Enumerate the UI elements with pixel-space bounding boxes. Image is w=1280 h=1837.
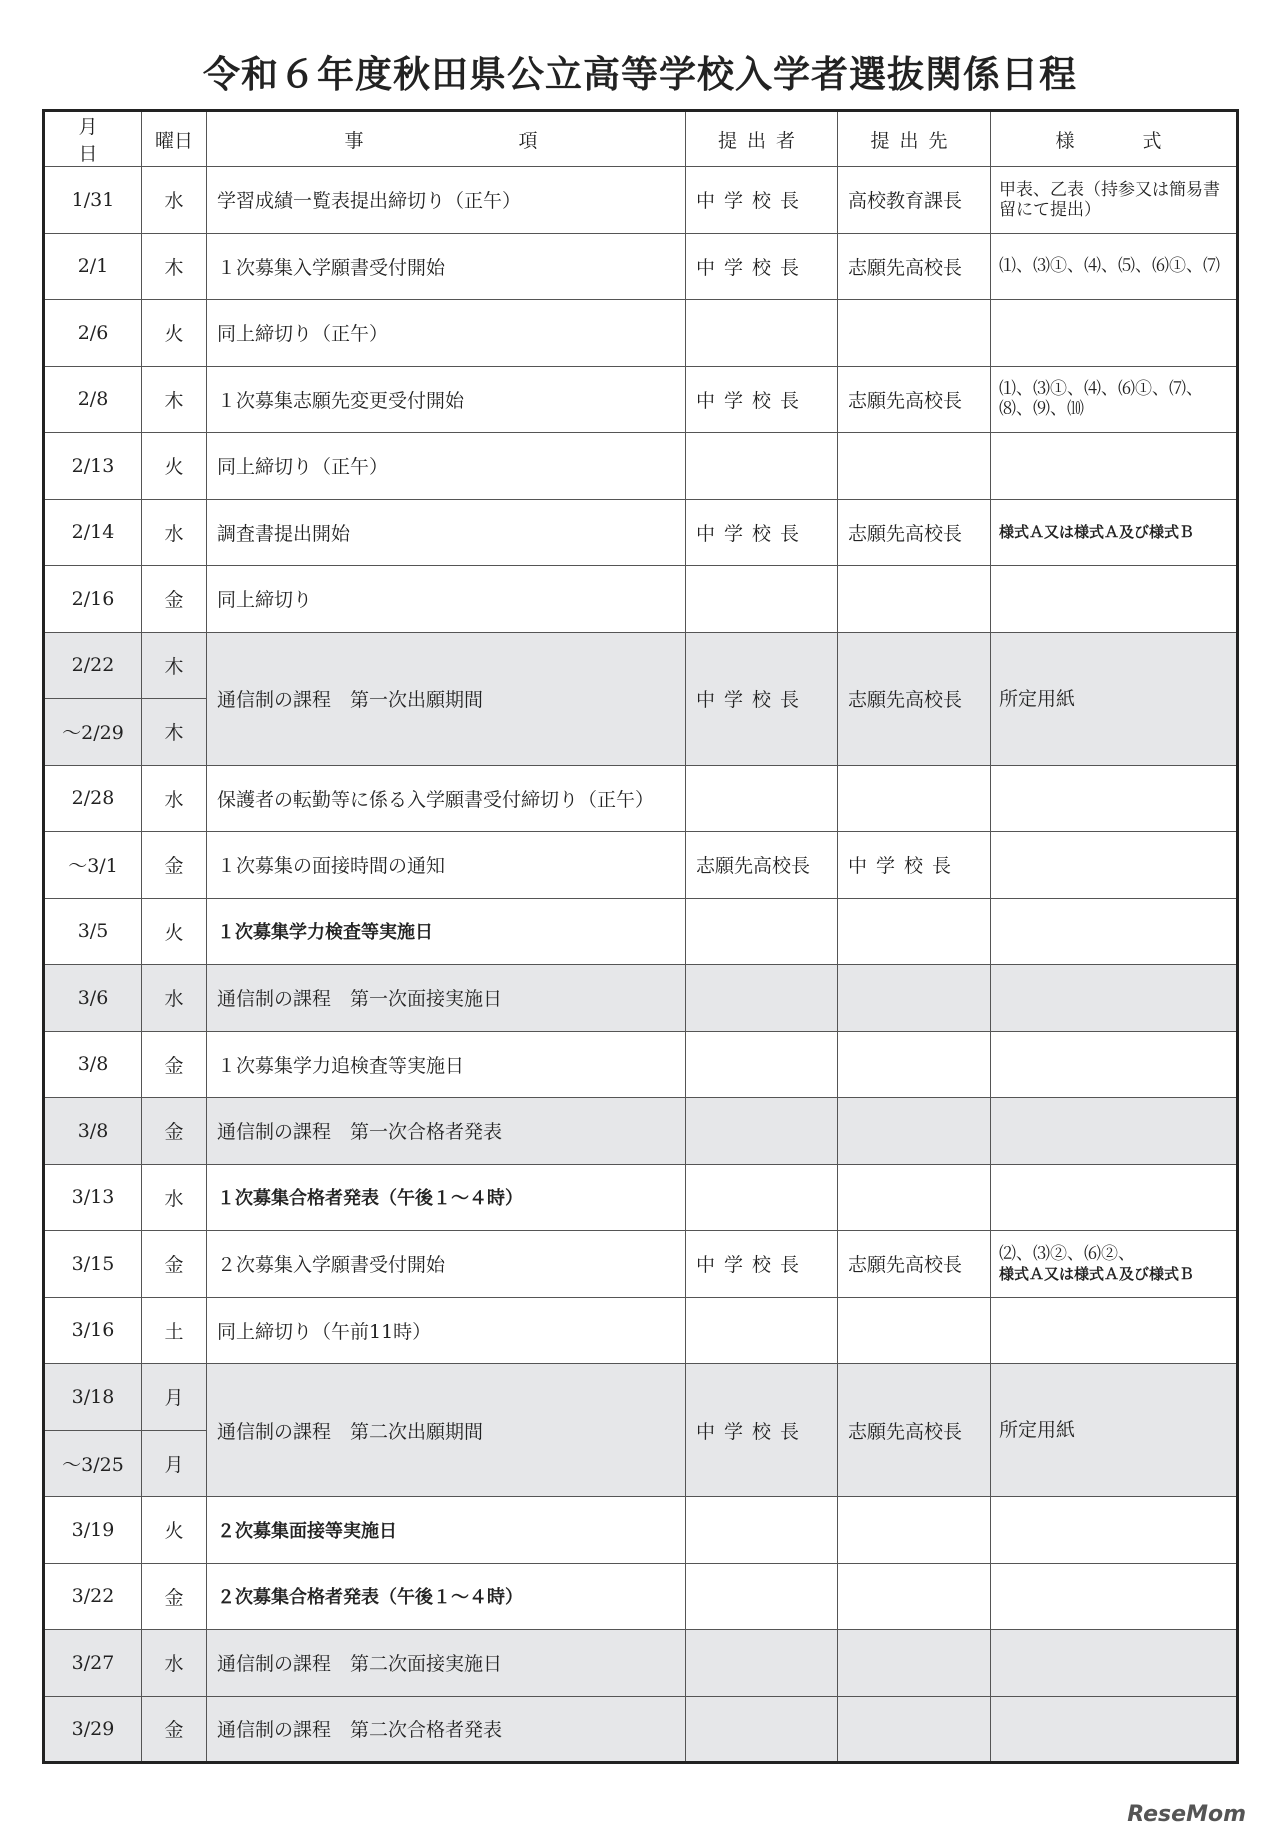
form-cell	[991, 366, 1238, 433]
form-cell	[991, 965, 1238, 1032]
weekday-cell: 水	[142, 965, 207, 1032]
weekday-cell: 水	[142, 765, 207, 832]
weekday-cell: 水	[142, 167, 207, 234]
date-cell: 1/31	[44, 167, 142, 234]
submitter-cell	[686, 433, 838, 500]
table-row	[44, 366, 1238, 433]
table-row	[44, 1098, 1238, 1165]
submitter-cell: 中学校長	[686, 632, 838, 765]
submitter-cell: 中学校長	[686, 1231, 838, 1298]
table-row	[44, 965, 1238, 1032]
weekday-cell: 金	[142, 1696, 207, 1763]
item-cell: ２次募集面接等実施日	[207, 1497, 686, 1564]
submitter-cell	[686, 1696, 838, 1763]
recipient-cell	[838, 1164, 991, 1231]
item-cell: １次募集志願先変更受付開始	[207, 366, 686, 433]
recipient-cell	[838, 566, 991, 633]
weekday-cell: 水	[142, 1630, 207, 1697]
form-cell	[991, 566, 1238, 633]
weekday-cell: 土	[142, 1297, 207, 1364]
submitter-cell: 中学校長	[686, 366, 838, 433]
item-cell: 通信制の課程 第一次面接実施日	[207, 965, 686, 1032]
weekday-cell: 木	[142, 233, 207, 300]
recipient-cell: 志願先高校長	[838, 499, 991, 566]
recipient-cell	[838, 1297, 991, 1364]
date-cell: 3/22	[44, 1563, 142, 1630]
submitter-cell	[686, 1031, 838, 1098]
form-cell	[991, 167, 1238, 234]
item-cell: 通信制の課程 第二次出願期間	[207, 1364, 686, 1497]
date-cell: 2/16	[44, 566, 142, 633]
submitter-cell: 中学校長	[686, 233, 838, 300]
table-row	[44, 433, 1238, 500]
date-cell: 2/14	[44, 499, 142, 566]
submitter-cell	[686, 898, 838, 965]
date-cell: 3/18	[44, 1364, 142, 1431]
item-cell: 保護者の転勤等に係る入学願書受付締切り（正午）	[207, 765, 686, 832]
recipient-cell	[838, 1563, 991, 1630]
item-cell: 同上締切り（正午）	[207, 433, 686, 500]
date-cell: 3/13	[44, 1164, 142, 1231]
submitter-cell	[686, 1630, 838, 1697]
recipient-cell: 志願先高校長	[838, 1231, 991, 1298]
date-cell: 2/1	[44, 233, 142, 300]
form-text: 様式Ａ又は様式Ａ及び様式Ｂ	[999, 523, 1195, 542]
table-row	[44, 499, 1238, 566]
item-cell: 通信制の課程 第一次出願期間	[207, 632, 686, 765]
recipient-cell: 志願先高校長	[838, 1364, 991, 1497]
weekday-cell: 木	[142, 366, 207, 433]
item-cell: 同上締切り（午前11時）	[207, 1297, 686, 1364]
form-cell	[991, 1630, 1238, 1697]
weekday-cell: 木	[142, 632, 207, 699]
form-text: 所定用紙	[999, 1419, 1076, 1441]
page-title: 令和６年度秋田県公立高等学校入学者選抜関係日程	[203, 52, 1077, 96]
recipient-cell: 高校教育課長	[838, 167, 991, 234]
submitter-cell	[686, 765, 838, 832]
submitter-cell: 中学校長	[686, 1364, 838, 1497]
date-cell: 3/19	[44, 1497, 142, 1564]
recipient-cell: 志願先高校長	[838, 632, 991, 765]
date-cell: ～2/29	[44, 699, 142, 766]
recipient-cell: 志願先高校長	[838, 233, 991, 300]
form-cell	[991, 1031, 1238, 1098]
form-cell	[991, 1696, 1238, 1763]
form-cell	[991, 233, 1238, 300]
form-text: 甲表、乙表（持参又は簡易書留にて提出）	[999, 179, 1220, 220]
weekday-cell: 金	[142, 1098, 207, 1165]
table-row	[44, 1164, 1238, 1231]
weekday-cell: 金	[142, 1031, 207, 1098]
date-cell: 2/13	[44, 433, 142, 500]
table-row	[44, 1563, 1238, 1630]
recipient-cell	[838, 1497, 991, 1564]
header-date: 月 日	[44, 111, 142, 167]
submitter-cell	[686, 1497, 838, 1564]
header-row	[44, 111, 1238, 167]
form-cell	[991, 1098, 1238, 1165]
submitter-cell	[686, 566, 838, 633]
date-cell: 3/15	[44, 1231, 142, 1298]
item-cell: 調査書提出開始	[207, 499, 686, 566]
item-cell: １次募集学力検査等実施日	[207, 898, 686, 965]
weekday-cell: 金	[142, 1563, 207, 1630]
item-cell: １次募集学力追検査等実施日	[207, 1031, 686, 1098]
form-cell	[991, 765, 1238, 832]
header-item: 事 項	[207, 111, 686, 167]
weekday-cell: 火	[142, 898, 207, 965]
form-cell	[991, 1164, 1238, 1231]
resemom-logo: ReseMom	[1127, 1802, 1246, 1827]
table-row	[44, 1497, 1238, 1564]
table-row	[44, 832, 1238, 899]
form-text: ⑴、⑶①、⑷、⑸、⑹①、⑺	[999, 256, 1220, 277]
submitter-cell	[686, 1164, 838, 1231]
item-cell: 同上締切り	[207, 566, 686, 633]
submitter-cell	[686, 965, 838, 1032]
item-cell: 同上締切り（正午）	[207, 300, 686, 367]
weekday-cell: 火	[142, 433, 207, 500]
table-row	[44, 1231, 1238, 1298]
item-cell: ２次募集入学願書受付開始	[207, 1231, 686, 1298]
weekday-cell: 水	[142, 1164, 207, 1231]
recipient-cell	[838, 1031, 991, 1098]
form-cell	[991, 1497, 1238, 1564]
weekday-cell: 水	[142, 499, 207, 566]
item-cell: 通信制の課程 第一次合格者発表	[207, 1098, 686, 1165]
item-cell: 通信制の課程 第二次面接実施日	[207, 1630, 686, 1697]
recipient-cell	[838, 1630, 991, 1697]
form-text: 所定用紙	[999, 687, 1076, 710]
form-cell	[991, 300, 1238, 367]
date-cell: 3/8	[44, 1098, 142, 1165]
table-row	[44, 1696, 1238, 1763]
table-row	[44, 1630, 1238, 1697]
table-row	[44, 1031, 1238, 1098]
table-row	[44, 167, 1238, 234]
date-cell: 3/8	[44, 1031, 142, 1098]
weekday-cell: 金	[142, 832, 207, 899]
form-text: ⑴、⑶①、⑷、⑹①、⑺、⑻、⑼、⑽	[999, 379, 1203, 420]
item-cell: １次募集合格者発表（午後１～４時）	[207, 1164, 686, 1231]
recipient-cell	[838, 433, 991, 500]
recipient-cell	[838, 1696, 991, 1763]
form-text: 様式Ａ又は様式Ａ及び様式Ｂ	[999, 1264, 1195, 1283]
form-cell	[991, 433, 1238, 500]
submitter-cell	[686, 1563, 838, 1630]
form-cell	[991, 1563, 1238, 1630]
table-row	[44, 1297, 1238, 1364]
table-row	[44, 566, 1238, 633]
weekday-cell: 月	[142, 1430, 207, 1497]
recipient-cell	[838, 300, 991, 367]
date-cell: 2/28	[44, 765, 142, 832]
item-cell: ２次募集合格者発表（午後１～４時）	[207, 1563, 686, 1630]
date-cell: ～3/25	[44, 1430, 142, 1497]
item-cell: １次募集の面接時間の通知	[207, 832, 686, 899]
date-cell: 2/8	[44, 366, 142, 433]
submitter-cell: 中学校長	[686, 167, 838, 234]
header-form: 様 式	[991, 111, 1238, 167]
date-cell: 3/29	[44, 1696, 142, 1763]
recipient-cell: 志願先高校長	[838, 366, 991, 433]
date-cell: ～3/1	[44, 832, 142, 899]
form-cell	[991, 1297, 1238, 1364]
date-cell: 3/27	[44, 1630, 142, 1697]
table-row	[44, 765, 1238, 832]
recipient-cell	[838, 965, 991, 1032]
item-cell: １次募集入学願書受付開始	[207, 233, 686, 300]
header-day: 曜日	[142, 111, 207, 167]
form-cell	[991, 832, 1238, 899]
item-cell: 学習成績一覧表提出締切り（正午）	[207, 167, 686, 234]
weekday-cell: 金	[142, 566, 207, 633]
form-cell	[991, 898, 1238, 965]
form-cell	[991, 1364, 1238, 1497]
weekday-cell: 火	[142, 1497, 207, 1564]
submitter-cell	[686, 1297, 838, 1364]
submitter-cell: 中学校長	[686, 499, 838, 566]
item-cell: 通信制の課程 第二次合格者発表	[207, 1696, 686, 1763]
submitter-cell: 志願先高校長	[686, 832, 838, 899]
recipient-cell: 中学校長	[838, 832, 991, 899]
weekday-cell: 金	[142, 1231, 207, 1298]
date-cell: 3/5	[44, 898, 142, 965]
form-text: ⑵、⑶②、⑹②、	[999, 1243, 1135, 1264]
date-cell: 3/6	[44, 965, 142, 1032]
weekday-cell: 木	[142, 699, 207, 766]
table-row	[44, 898, 1238, 965]
table-row	[44, 233, 1238, 300]
form-cell	[991, 1231, 1238, 1298]
date-cell: 2/6	[44, 300, 142, 367]
table-row	[44, 300, 1238, 367]
form-cell	[991, 632, 1238, 765]
weekday-cell: 月	[142, 1364, 207, 1431]
date-cell: 2/22	[44, 632, 142, 699]
date-cell: 3/16	[44, 1297, 142, 1364]
submitter-cell	[686, 1098, 838, 1165]
header-to: 提出先	[838, 111, 991, 167]
form-cell	[991, 499, 1238, 566]
header-from: 提出者	[686, 111, 838, 167]
submitter-cell	[686, 300, 838, 367]
recipient-cell	[838, 898, 991, 965]
table-row	[44, 632, 1238, 699]
table-row	[44, 1364, 1238, 1431]
recipient-cell	[838, 765, 991, 832]
weekday-cell: 火	[142, 300, 207, 367]
recipient-cell	[838, 1098, 991, 1165]
schedule-table	[42, 109, 1239, 1764]
